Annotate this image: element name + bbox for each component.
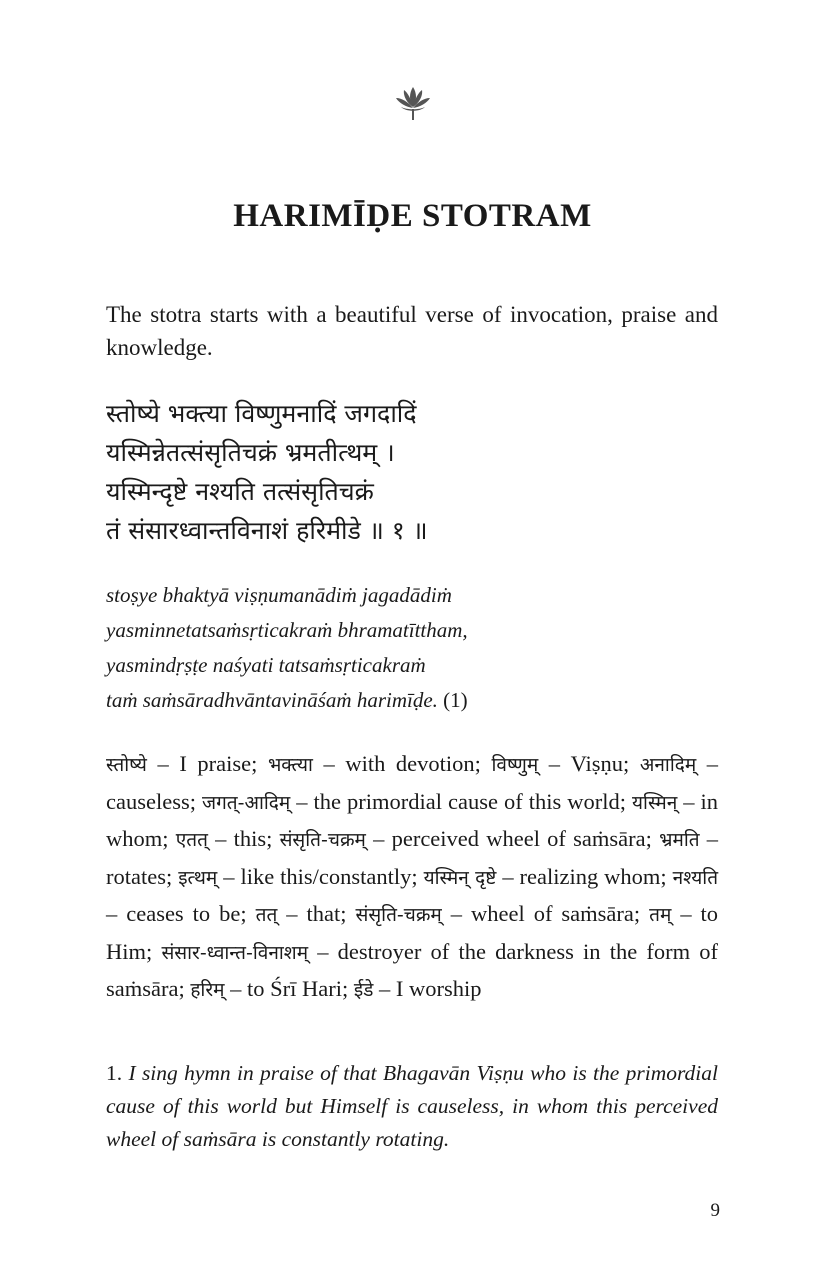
verse-line: यस्मिन्नेतत्संसृतिचक्रं भ्रमतीत्थम् । [106,438,395,467]
gloss-meaning: causeless; [106,788,196,814]
gloss-sanskrit: संसृति-चक्रम् [279,829,366,851]
gloss-sanskrit: जगत्-आदिम् [201,791,291,814]
gloss-sanskrit: तत् [255,904,278,926]
transliteration-line: yasmindṛṣṭe naśyati tatsaṁsṛticakraṁ [106,653,426,677]
gloss-sanskrit: संसृति-चक्रम् [355,904,442,926]
meaning-text: I sing hymn in praise of that Bhagavān Viṣṇu who is the primordial cause of this world but Himself is causeless, in whom this perceived wheel of saṁsāra is constantly rotating. [106,1061,718,1151]
transliteration [106,578,718,718]
gloss-meaning: with devotion; [345,751,481,776]
gloss-sanskrit: यस्मिन् दृष्टे [423,866,497,889]
gloss-sanskrit: हरिम् [190,979,225,1001]
gloss-sanskrit: यस्मिन् [632,791,678,814]
page-title: HARIMĪḌE STOTRAM [233,198,592,234]
gloss-meaning: this; [233,826,273,851]
gloss-meaning: in whom; [106,788,719,851]
gloss-sanskrit: इत्थम् [178,866,218,889]
lotus-icon [393,83,433,121]
gloss-sanskrit: ईडे [353,979,374,1001]
verse-line: स्तोष्ये भक्त्या विष्णुमनादिं जगदादिं [106,399,417,428]
gloss-sanskrit: अनादिम् [639,754,697,776]
gloss-sanskrit: भ्रमति [659,829,700,851]
gloss-meaning: to Śrī Hari; [247,976,349,1001]
gloss-sanskrit: तम् [649,904,672,926]
gloss-sanskrit: नश्यति [672,866,719,889]
sanskrit-verse [106,394,746,550]
meaning-number: 1. [106,1061,123,1085]
verse-meaning [106,1057,718,1156]
gloss-meaning: ceases to be; [126,901,247,926]
gloss-meaning: perceived wheel of saṁsāra; [391,826,652,851]
gloss-meaning: wheel of saṁsāra; [471,901,641,926]
verse-line: तं संसारध्वान्तविनाशं हरिमीडे ॥ १ ॥ [106,516,428,545]
gloss-meaning: destroyer of the darkness in the form of saṁsāra; [106,938,718,1001]
transliteration-line: yasminnetatsaṁsṛticakraṁ bhramatīttham, [106,618,468,642]
gloss-meaning: I praise; [179,751,258,776]
transliteration-line: stoṣye bhaktyā viṣṇumanādiṁ jagadādiṁ [106,583,452,607]
gloss-sanskrit: संसार-ध्वान्त-विनाशम् [161,941,309,964]
verse-number: (1) [443,688,468,712]
gloss-sanskrit: स्तोष्ये [106,754,147,776]
intro-paragraph: The stotra starts with a beautiful verse of invocation, praise and knowledge. [106,302,718,360]
page-number: 9 [710,1200,720,1221]
verse-line: यस्मिन्दृष्टे नश्यति तत्संसृतिचक्रं [106,477,374,506]
gloss-meaning: to Him; [106,901,719,964]
gloss-sanskrit: विष्णुम् [491,754,539,776]
gloss-meaning: like this/constantly; [240,863,418,889]
gloss-sanskrit: एतत् [175,829,208,851]
gloss-meaning: realizing whom; [519,863,667,889]
transliteration-line: taṁ saṁsāradhvāntavināśaṁ harimīḍe. [106,688,438,712]
gloss-meaning: that; [306,901,347,926]
gloss-meaning: the primordial cause of this world; [313,788,626,814]
gloss-meaning: Viṣṇu; [570,751,630,776]
word-meanings: स्तोष्ये – I praise; भक्त्या – with devotion; विष्णुम् – Viṣṇu; अनादिम् – causeless; जगत्-आदिम् – the primordial cause of this world; यस्मिन् – in whom; एतत् – this; संसृति-चक्रम् – perceived wheel of saṁsāra; भ्रमति – rotates; इत्थम् – like this/constantly; यस्मिन् दृष्टे – realizing whom; नश्यति – ceases to be; तत् – that; संसृति-चक्रम् – wheel of saṁsāra; तम् – to Him; संसार-ध्वान्त-विनाशम् – destroyer of the darkness in the form of saṁsāra; हरिम् – to Śrī Hari; ईडे – I worship [106,751,719,1001]
gloss-meaning: rotates; [106,863,173,889]
gloss-sanskrit: भक्त्या [267,754,313,776]
gloss-meaning: I worship [395,976,482,1001]
